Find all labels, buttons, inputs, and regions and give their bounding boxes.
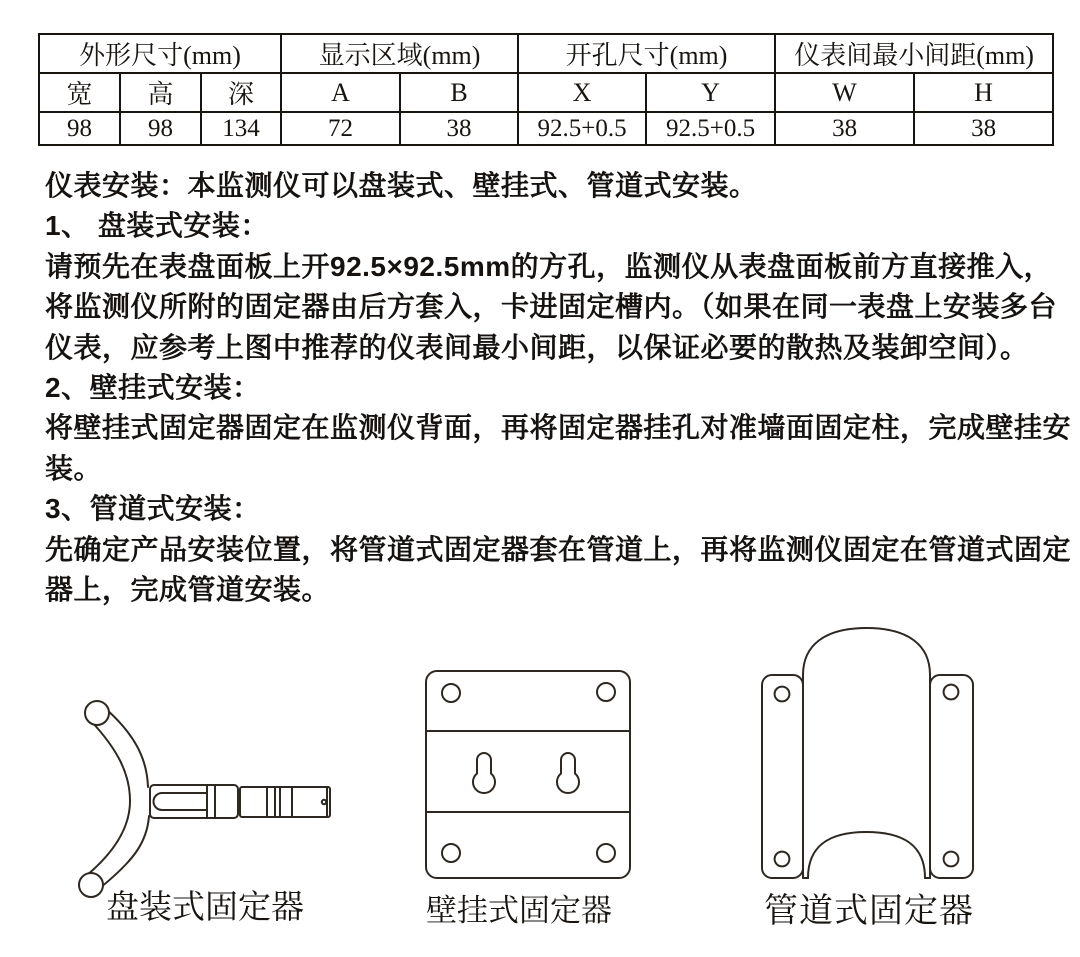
wall-mount-caption: 壁挂式固定器 (426, 893, 612, 928)
group-header-cutout-size: 开孔尺寸(mm) (518, 34, 775, 73)
section1-text-line1: 请预先在表盘面板上开92.5×92.5mm的方孔，监测仪从表盘面板前方直接推入， (45, 250, 1053, 282)
section1-text-line2: 将监测仪所附的固定器由后方套入，卡进固定槽内。（如果在同一表盘上安装多台 (45, 291, 1058, 323)
col-header-w: W (775, 73, 914, 112)
value-depth: 134 (201, 112, 281, 145)
section3-text-line1: 先确定产品安装位置，将管道式固定器套在管道上，再将监测仪固定在管道式固定 (45, 533, 1072, 565)
pipe-mount-fixture-drawing (762, 628, 973, 878)
group-header-display-area: 显示区域(mm) (281, 34, 518, 73)
value-h: 38 (914, 112, 1053, 145)
pipe-mount-caption: 管道式固定器 (764, 893, 974, 930)
section2-heading: 2、壁挂式安装： (45, 372, 261, 404)
value-x: 92.5+0.5 (518, 112, 646, 145)
value-width: 98 (39, 112, 120, 145)
panel-mount-fixture-drawing (79, 701, 330, 897)
section2-text-line1: 将壁挂式固定器固定在监测仪背面，再将固定器挂孔对准墙面固定柱，完成壁挂安 (45, 412, 1072, 444)
value-a: 72 (281, 112, 400, 145)
wall-mount-fixture-drawing (426, 671, 630, 878)
value-y: 92.5+0.5 (646, 112, 775, 145)
col-header-height: 高 (120, 73, 201, 112)
col-header-width: 宽 (39, 73, 120, 112)
group-header-outline-size: 外形尺寸(mm) (39, 34, 281, 73)
value-b: 38 (400, 112, 518, 145)
section3-text-line2: 器上，完成管道安装。 (45, 574, 331, 606)
value-height: 98 (120, 112, 201, 145)
intro-line: 仪表安装：本监测仪可以盘装式、壁挂式、管道式安装。 (45, 170, 758, 201)
section2-text-line2: 装。 (45, 452, 103, 484)
section3-heading: 3、管道式安装： (45, 493, 261, 525)
col-header-b: B (400, 73, 518, 112)
col-header-y: Y (646, 73, 775, 112)
section1-heading: 1、 盘装式安装： (45, 210, 269, 242)
section1-text-line3: 仪表，应参考上图中推荐的仪表间最小间距，以保证必要的散热及装卸空间）。 (45, 331, 1029, 363)
value-w: 38 (775, 112, 914, 145)
panel-mount-caption: 盘装式固定器 (106, 890, 304, 926)
col-header-a: A (281, 73, 400, 112)
group-header-min-spacing: 仪表间最小间距(mm) (775, 34, 1053, 73)
col-header-depth: 深 (201, 73, 281, 112)
col-header-x: X (518, 73, 646, 112)
col-header-h: H (914, 73, 1053, 112)
